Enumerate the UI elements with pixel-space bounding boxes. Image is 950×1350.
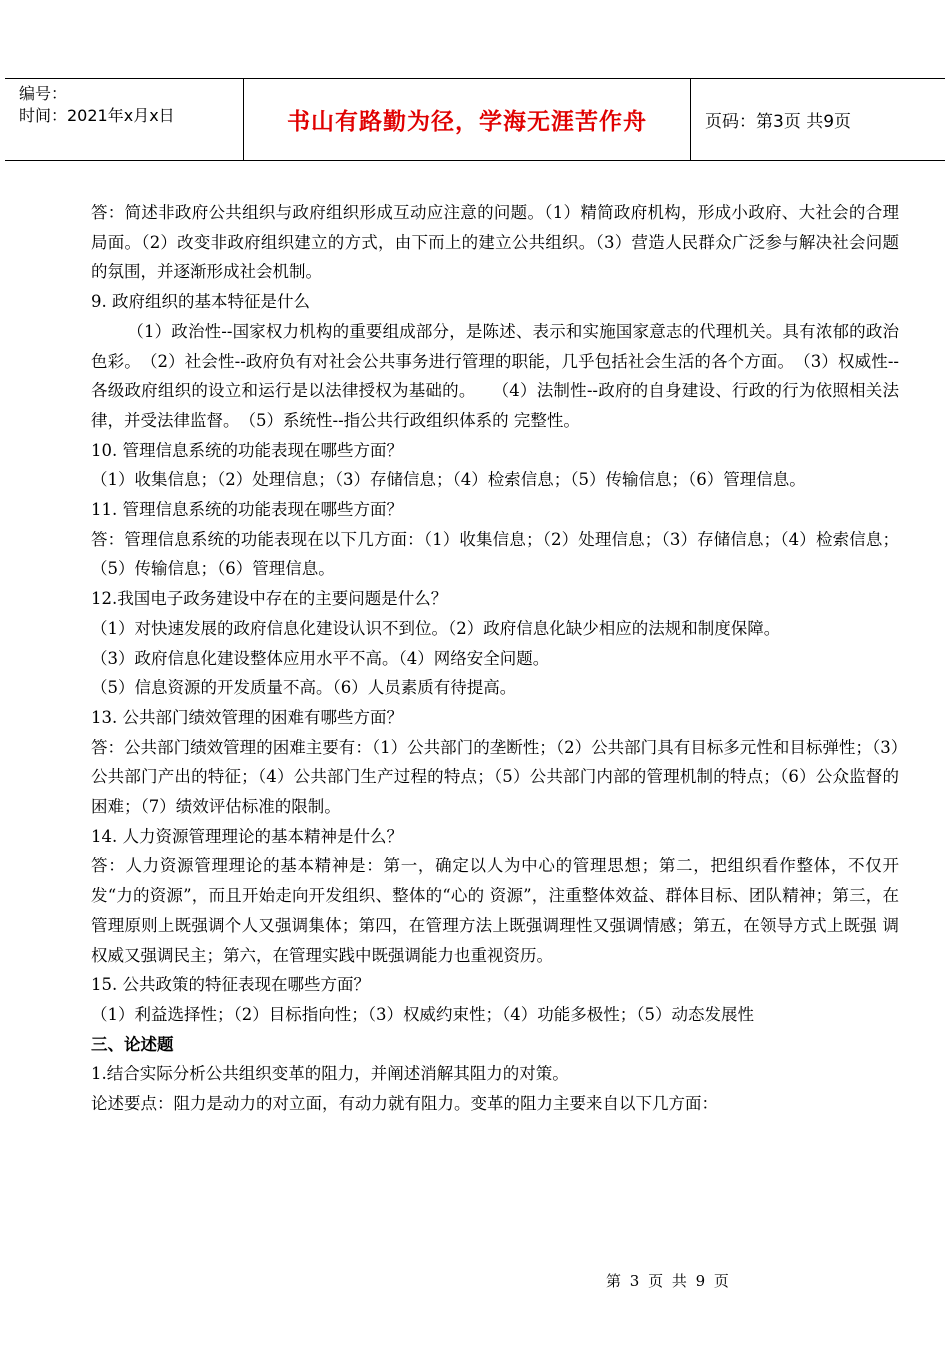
question-heading: 9. 政府组织的基本特征是什么 xyxy=(91,292,310,312)
page-header xyxy=(5,78,945,161)
answer-paragraph: 答：人力资源管理理论的基本精神是：第一，确定以人为中心的管理思想；第二，把组织看作整体，不仅开发“力的资源”，而且开始走向开发组织、整体的“心的 资源”，注重整体效益、群体目标、团队精神；第三，在管理原则上既强调个人又强调集体；第四，在管理方法上既强调理性又强调情感；第五，在领导方式上既强 调权威又强调民主；第六，在管理实践中既强调能力也重视资历。 xyxy=(91,856,899,965)
question-heading: 15. 公共政策的特征表现在哪些方面？ xyxy=(91,975,370,995)
question-heading: 13. 公共部门绩效管理的困难有哪些方面？ xyxy=(91,707,403,727)
section-heading: 三、论述题 xyxy=(91,1034,174,1054)
answer-paragraph: 论述要点：阻力是动力的对立面，有动力就有阻力。变革的阻力主要来自以下几方面： xyxy=(91,1094,718,1114)
answer-paragraph: （1）收集信息；（2）处理信息；（3）存储信息；（4）检索信息；（5）传输信息；（6）管理信息。 xyxy=(91,470,806,490)
answer-paragraph: （1）政治性--国家权力机构的重要组成部分，是陈述、表示和实施国家意志的代理机关。具有浓郁的政治色彩。 （2）社会性--政府负有对社会公共事务进行管理的职能，几乎包括社会生活的各个方面。 （3）权威性--各级政府组织的设立和运行是以法律授权为基础的。 （4）法制性--政府的自身建设、行政的行为依照相关法律，并受法律监督。 （5）系统性--指公共行政组织体系的 完整性。 xyxy=(91,321,899,430)
answer-paragraph: 答：管理信息系统的功能表现在以下几方面：（1）收集信息；（2）处理信息；（3）存储信息；（4）检索信息；（5）传输信息；（6）管理信息。 xyxy=(91,529,899,579)
document-body xyxy=(91,198,899,1119)
question-heading: 11. 管理信息系统的功能表现在哪些方面？ xyxy=(91,500,403,520)
answer-paragraph: （5）信息资源的开发质量不高。（6）人员素质有待提高。 xyxy=(91,678,517,698)
question-heading: 1.结合实际分析公共组织变革的阻力，并阐述消解其阻力的对策。 xyxy=(91,1064,569,1084)
answer-paragraph: （1）对快速发展的政府信息化建设认识不到位。（2）政府信息化缺少相应的法规和制度保障。 xyxy=(91,618,781,638)
question-heading: 12.我国电子政务建设中存在的主要问题是什么？ xyxy=(91,589,448,609)
document-time: 时间：2021年x月x日 xyxy=(19,106,175,125)
header-motto: 书山有路勤为径，学海无涯苦作舟 xyxy=(244,79,691,160)
answer-paragraph: 答：简述非政府公共组织与政府组织形成互动应注意的问题。（1）精简政府机构，形成小政府、大社会的合理局面。（2）改变非政府组织建立的方式，由下而上的建立公共组织。（3）营造人民群众广泛参与解决社会问题的氛围，并逐渐形成社会机制。 xyxy=(91,203,899,282)
page-footer: 第 3 页 共 9 页 xyxy=(606,1272,731,1290)
header-page-info: 页码：第3页 共9页 xyxy=(705,112,852,132)
document-number-label: 编号： xyxy=(19,84,68,103)
answer-paragraph: （3）政府信息化建设整体应用水平不高。（4）网络安全问题。 xyxy=(91,648,550,668)
answer-paragraph: 答：公共部门绩效管理的困难主要有：（1）公共部门的垄断性；（2）公共部门具有目标多元性和目标弹性；（3）公共部门产出的特征；（4）公共部门生产过程的特点；（5）公共部门内部的管理机制的特点；（6）公众监督的困难；（7）绩效评估标准的限制。 xyxy=(91,737,899,817)
answer-paragraph: （1）利益选择性；（2）目标指向性；（3）权威约束性；（4）功能多极性；（5）动态发展性 xyxy=(91,1004,754,1024)
header-meta xyxy=(5,79,244,160)
question-heading: 10. 管理信息系统的功能表现在哪些方面？ xyxy=(91,440,403,460)
question-heading: 14. 人力资源管理理论的基本精神是什么？ xyxy=(91,826,403,846)
